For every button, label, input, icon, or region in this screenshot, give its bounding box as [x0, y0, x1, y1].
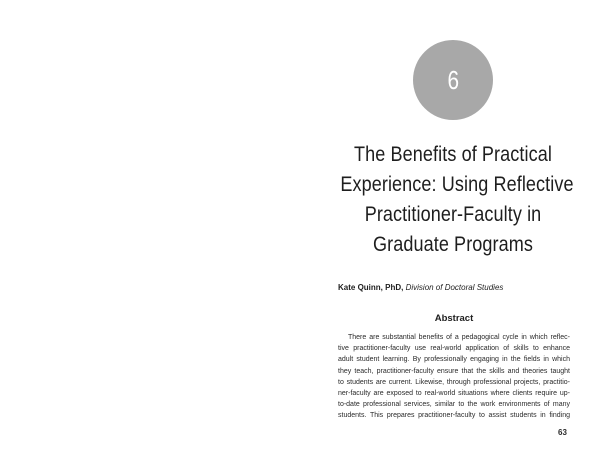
abstract-heading: Abstract	[434, 313, 474, 324]
chapter-title-line: Graduate Programs	[372, 233, 534, 256]
chapter-title-line: Experience: Using Reflective	[340, 173, 574, 196]
abstract-line: students. This prepares practitioner-faculty to assist students in finding	[338, 412, 570, 420]
chapter-title-line: The Benefits of Practical	[354, 143, 552, 166]
abstract-line: There are substantial benefits of a pedagogical cycle in which reflec-	[348, 334, 570, 341]
abstract-line: ner-faculty are exposed to real-world situations where clients require up-	[338, 389, 570, 397]
author-name: Kate Quinn, PhD,	[338, 283, 404, 292]
abstract-body	[338, 332, 570, 422]
abstract-line: to-date professional services, similar to the work environments of many	[338, 401, 570, 409]
author-line	[338, 283, 503, 292]
abstract-line: they teach, practitioner-faculty ensure that the skills and theories taught	[338, 367, 570, 375]
page-number: 63	[558, 428, 567, 437]
abstract-line: tive practitioner-faculty use real-world application of skills to enhance	[338, 345, 570, 353]
author-affiliation: Division of Doctoral Studies	[405, 283, 504, 292]
chapter-title	[322, 140, 584, 260]
abstract-line: to students are current. Likewise, through professional projects, practitio-	[338, 378, 570, 386]
chapter-number-badge	[413, 40, 493, 120]
chapter-title-line: Practitioner-Faculty in	[364, 203, 542, 226]
abstract-line: adult student learning. By professionally engaging in the fields in which	[338, 356, 570, 364]
chapter-number: 6	[447, 64, 459, 95]
